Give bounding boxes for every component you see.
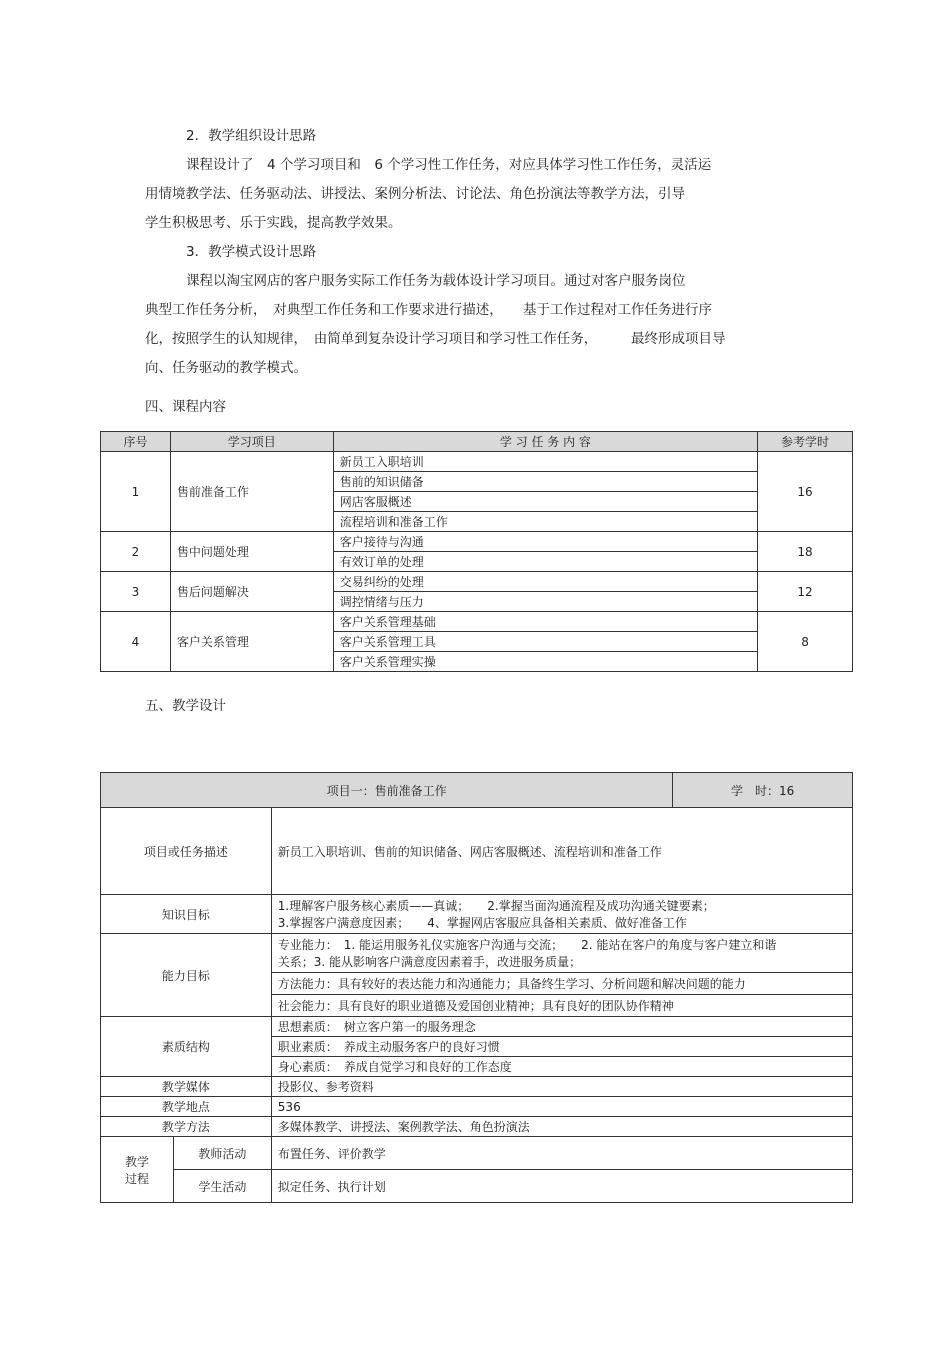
- paragraph-3-line-1: 课程以淘宝网店的客户服务实际工作任务为载体设计学习项目。通过对客户服务岗位: [186, 273, 686, 289]
- row-hours: 18: [758, 532, 853, 572]
- table-row: [101, 895, 853, 934]
- row-no: 4: [101, 612, 171, 672]
- row-project: 客户关系管理: [170, 612, 333, 672]
- ability-social: 社会能力：具有良好的职业道德及爱国创业精神；具有良好的团队协作精神: [271, 995, 852, 1017]
- row-task: 有效订单的处理: [333, 552, 757, 572]
- row-task: 流程培训和准备工作: [333, 512, 757, 532]
- header-project: 学习项目: [170, 432, 333, 452]
- ability-method: 方法能力：具有较好的表达能力和沟通能力；具备终生学习、分析问题和解决问题的能力: [271, 973, 852, 995]
- row-task: 网店客服概述: [333, 492, 757, 512]
- paragraph-2-line-2: 用情境教学法、任务驱动法、讲授法、案例分析法、讨论法、角色扮演法等教学方法，引导: [145, 186, 685, 202]
- table-row: [101, 808, 853, 895]
- student-value: 拟定任务、执行计划: [271, 1170, 852, 1203]
- table-row: [101, 572, 853, 592]
- header-no: 序号: [101, 432, 171, 452]
- teacher-label: 教师活动: [173, 1137, 271, 1170]
- ability-professional: [271, 934, 852, 973]
- design-title-row: [101, 773, 853, 808]
- table-row: [101, 532, 853, 552]
- section-4-heading: 四、课程内容: [145, 399, 226, 415]
- knowledge-line: 3.掌握客户满意度因素； 4、掌握网店客服应具备相关素质、做好准备工作: [277, 916, 687, 930]
- heading-3: 3．教学模式设计思路: [186, 244, 317, 260]
- ability-label: 能力目标: [101, 934, 272, 1017]
- table-row: [101, 1077, 853, 1097]
- row-no: 3: [101, 572, 171, 612]
- teaching-design-table: [100, 772, 853, 1203]
- teacher-value: 布置任务、评价教学: [271, 1137, 852, 1170]
- row-project: 售前准备工作: [170, 452, 333, 532]
- row-hours: 16: [758, 452, 853, 532]
- knowledge-label: 知识目标: [101, 895, 272, 934]
- course-content-table: [100, 431, 853, 672]
- media-value: 投影仪、参考资料: [271, 1077, 852, 1097]
- section-5-heading: 五、教学设计: [145, 698, 226, 714]
- knowledge-line: 1.理解客户服务核心素质——真诚； 2.掌握当面沟通流程及成功沟通关键要素；: [277, 899, 715, 913]
- quality-item: 职业素质： 养成主动服务客户的良好习惯: [271, 1037, 852, 1057]
- table-row: [101, 1117, 853, 1137]
- paragraph-2-line-3: 学生积极思考、乐于实践，提高教学效果。: [145, 215, 402, 231]
- row-project: 售后问题解决: [170, 572, 333, 612]
- quality-item: 思想素质： 树立客户第一的服务理念: [271, 1017, 852, 1037]
- desc-label: 项目或任务描述: [101, 808, 272, 895]
- row-task: 客户关系管理工具: [333, 632, 757, 652]
- table-row: [101, 1017, 853, 1037]
- ability-line: 专业能力： 1. 能运用服务礼仪实施客户沟通与交流； 2. 能站在客户的角度与客户建立和谐: [277, 938, 777, 952]
- row-hours: 8: [758, 612, 853, 672]
- row-task: 新员工入职培训: [333, 452, 757, 472]
- paragraph-3-line-4: 向、任务驱动的教学模式。: [145, 360, 307, 376]
- process-label-line: 过程: [124, 1171, 149, 1186]
- table-row: [101, 612, 853, 632]
- row-no: 2: [101, 532, 171, 572]
- table-row: [101, 1097, 853, 1117]
- row-hours: 12: [758, 572, 853, 612]
- quality-label: 素质结构: [101, 1017, 272, 1077]
- media-label: 教学媒体: [101, 1077, 272, 1097]
- row-project: 售中问题处理: [170, 532, 333, 572]
- process-label-line: 教学: [124, 1154, 149, 1169]
- header-hours: 参考学时: [758, 432, 853, 452]
- row-task: 调控情绪与压力: [333, 592, 757, 612]
- knowledge-value: [271, 895, 852, 934]
- row-task: 售前的知识储备: [333, 472, 757, 492]
- project-hours: 学 时：16: [673, 773, 853, 808]
- method-label: 教学方法: [101, 1117, 272, 1137]
- row-task: 客户接待与沟通: [333, 532, 757, 552]
- student-label: 学生活动: [173, 1170, 271, 1203]
- row-no: 1: [101, 452, 171, 532]
- quality-item: 身心素质： 养成自觉学习和良好的工作态度: [271, 1057, 852, 1077]
- place-value: 536: [271, 1097, 852, 1117]
- table-row: [101, 1137, 853, 1170]
- paragraph-3-line-3: 化，按照学生的认知规律， 由简单到复杂设计学习项目和学习性工作任务， 最终形成项目导: [145, 331, 726, 347]
- ability-line: 关系；3. 能从影响客户满意度因素着手，改进服务质量；: [277, 955, 582, 969]
- heading-2: 2．教学组织设计思路: [186, 128, 317, 144]
- header-tasks: 学 习 任 务 内 容: [333, 432, 757, 452]
- table-row: [101, 452, 853, 472]
- table-row: [101, 934, 853, 973]
- desc-value: 新员工入职培训、售前的知识储备、网店客服概述、流程培训和准备工作: [271, 808, 852, 895]
- row-task: 客户关系管理基础: [333, 612, 757, 632]
- table-header-row: [101, 432, 853, 452]
- paragraph-2-line-1: 课程设计了 4 个学习项目和 6 个学习性工作任务，对应具体学习性工作任务，灵活运: [186, 157, 712, 173]
- row-task: 交易纠纷的处理: [333, 572, 757, 592]
- method-value: 多媒体教学、讲授法、案例教学法、角色扮演法: [271, 1117, 852, 1137]
- row-task: 客户关系管理实操: [333, 652, 757, 672]
- project-title: 项目一：售前准备工作: [101, 773, 673, 808]
- process-label: [101, 1137, 174, 1203]
- paragraph-3-line-2: 典型工作任务分析， 对典型工作任务和工作要求进行描述， 基于工作过程对工作任务进行序: [145, 302, 712, 318]
- place-label: 教学地点: [101, 1097, 272, 1117]
